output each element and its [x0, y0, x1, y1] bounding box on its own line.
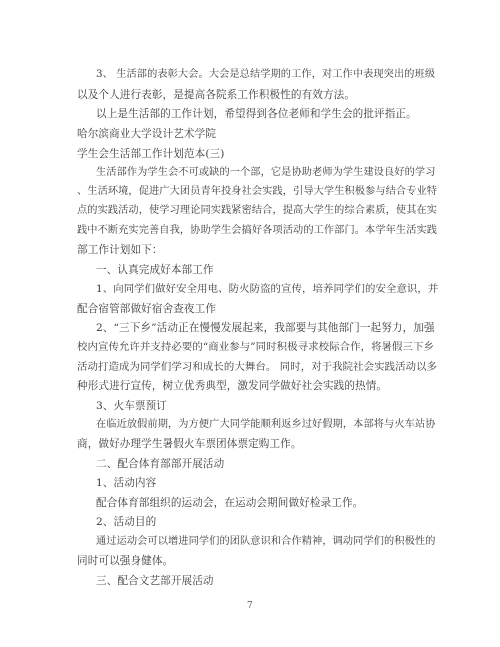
text-line: 以及个人进行表彰，是提高各院系工作积极性的有效方法。: [77, 89, 356, 101]
text-line: 1、向同学们做好安全用电、防火防盗的宣传，培养同学们的安全意识，并: [96, 283, 439, 295]
text-line: 部工作计划如下：: [77, 244, 163, 256]
text-line: 通过运动会可以增进同学们的团队意识和合作精神，调动同学们的积极性的: [96, 536, 436, 547]
text-line: 哈尔滨商业大学设计艺术学院: [77, 128, 217, 140]
text-line: 二、配合体育部部开展活动: [96, 458, 225, 470]
text-line: 践中不断充实完善自我，协助学生会搞好各项活动的工作部门。本学年生活实践: [77, 225, 438, 236]
text-line: 活动打造成为同学们学习和成长的大舞台。 同时，对于我院社会实践活动以多: [77, 361, 438, 373]
text-line: 点的实践活动，使学习理论同实践紧密结合，提高大学生的综合素质，使其在实: [77, 205, 438, 216]
text-line: 以上是生活部的工作计划，希望得到各位老师和学生会的批评指正。: [96, 108, 417, 120]
text-line: 生活部作为学生会不可或缺的一个部，它是协助老师为学生建设良好的学习: [96, 167, 436, 178]
text-line: 三、配合文艺部开展活动: [96, 575, 214, 587]
text-line: 种形式进行宣传，树立优秀典型，激发同学做好社会实践的热情。: [77, 380, 388, 392]
text-line: 校内宣传允许并支持必要的“商业参与”同时积极寻求校际合作，将暑假三下乡: [77, 341, 435, 353]
text-line: 2、“三下乡”活动正在慢慢发展起来，我部要与其他部门一起努力，加强: [96, 322, 435, 334]
text-line: 2、活动目的: [96, 516, 157, 528]
text-line: 学生会生活部工作计划范本(三): [77, 148, 225, 160]
text-line: 3、 生活部的表彰大会。大会是总结学期的工作，对工作中表现突出的班级: [96, 69, 436, 80]
text-line: 一、认真完成好本部工作: [96, 264, 214, 276]
text-line: 3、火车票预订: [96, 400, 168, 412]
text-line: 同时可以强身健体。: [77, 555, 174, 567]
text-line: 在临近放假前期，为方便广大同学能顺利返乡过好假期，本部将与火车站协: [96, 419, 436, 430]
page-number: 7: [247, 601, 253, 611]
text-line: 商，做好办理学生暑假火车票团体票定购工作。: [77, 438, 302, 450]
text-line: 、生活环境，促进广大团员青年投身社会实践，引导大学生积极参与结合专业特: [77, 186, 438, 197]
text-line: 配合宿管部做好宿舍查夜工作: [77, 303, 217, 315]
text-line: 1、活动内容: [96, 477, 157, 489]
text-line: 配合体育部组织的运动会，在运动会期间做好检录工作。: [96, 497, 364, 509]
